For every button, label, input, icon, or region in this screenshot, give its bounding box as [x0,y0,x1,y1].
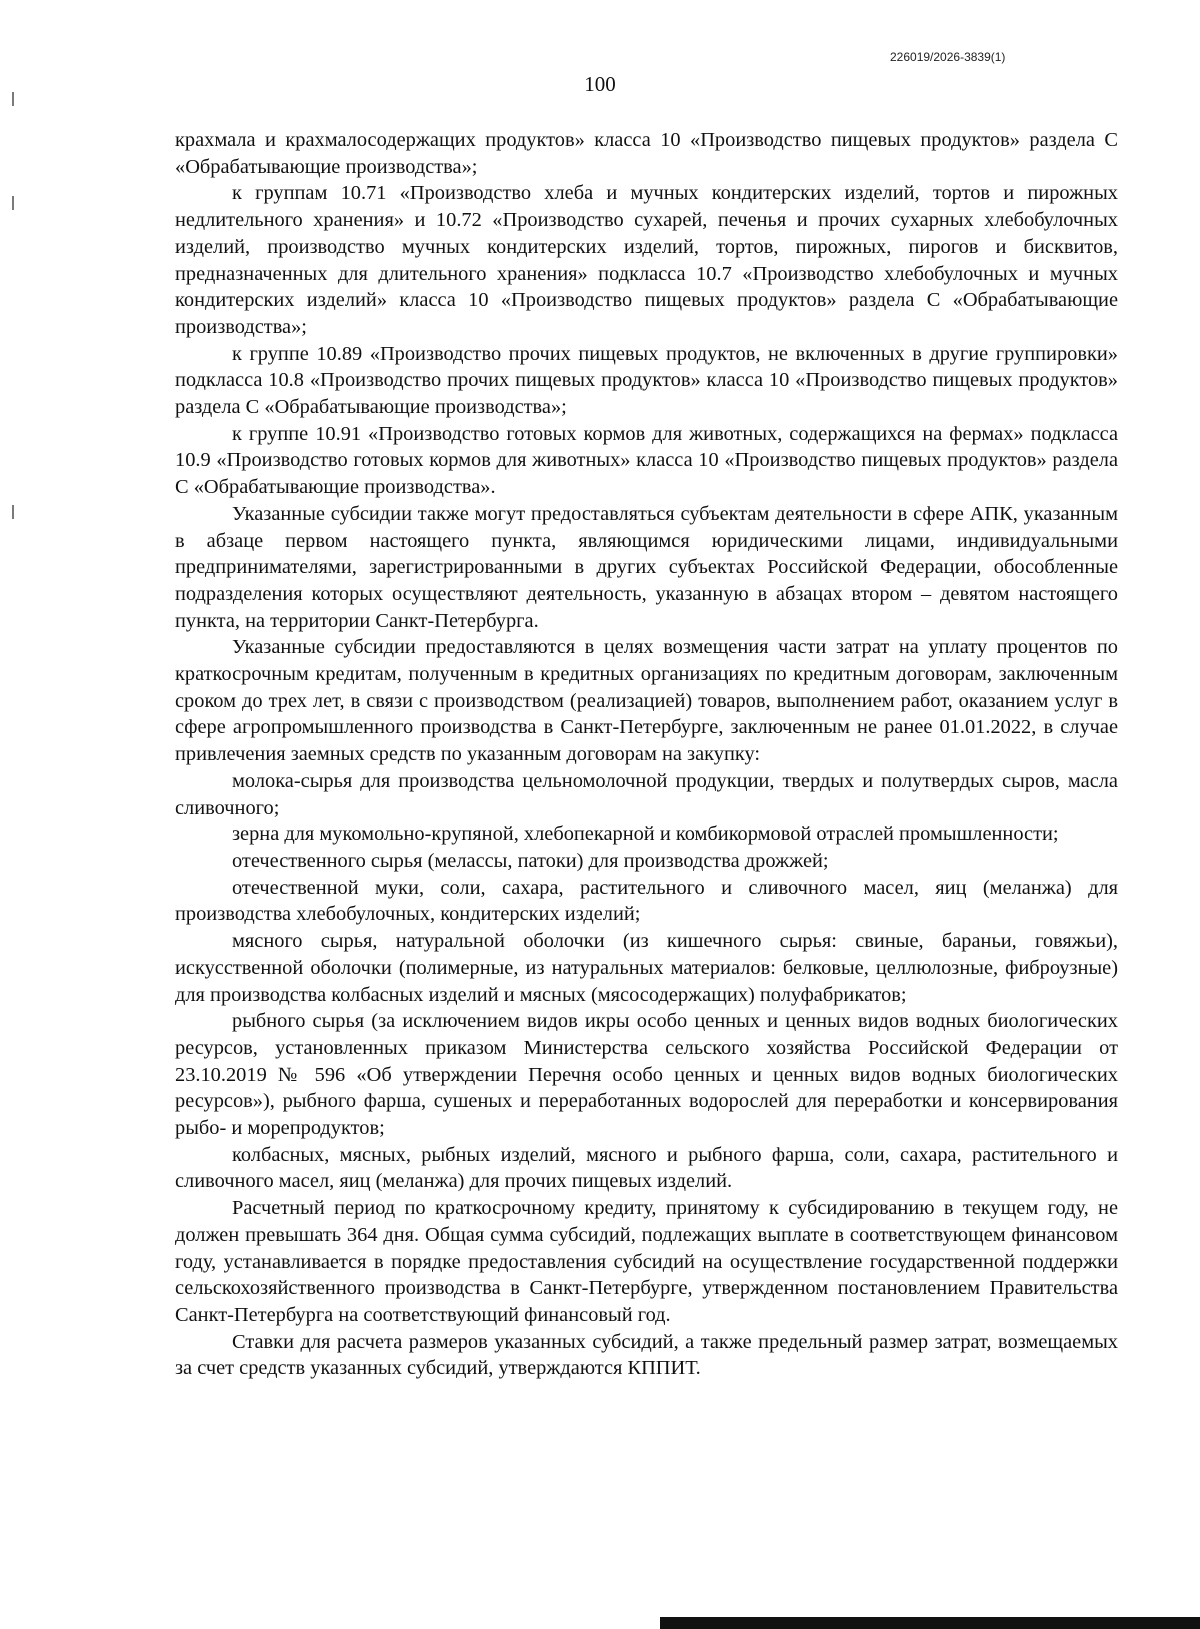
paragraph: отечественной муки, соли, сахара, растительного и сливочного масел, яиц (меланжа) для производства хлебобулочных, кондитерских изделий; [175,876,1118,926]
paragraph: крахмала и крахмалосодержащих продуктов» класса 10 «Производство пищевых продуктов» раздела С «Обрабатывающие производства»; [175,129,1118,178]
paragraph: к группе 10.89 «Производство прочих пищевых продуктов, не включенных в другие группировки» подкласса 10.8 «Производство прочих пищевых продуктов» класса 10 «Производство пищевых продуктов» раздела С «Обрабатывающие производства»; [175,342,1118,419]
paragraph: мясного сырья, натуральной оболочки (из кишечного сырья: свиные, бараньи, говяжьи), искусственной оболочки (полимерные, из натуральных материалов: белковые, целлюлозные, фиброузные) для производства колбасных изделий и мясных (мясосодержащих) полуфабрикатов; [175,930,1118,1006]
page-number: 100 [584,72,616,96]
paragraph: колбасных, мясных, рыбных изделий, мясного и рыбного фарша, соли, сахара, растительного и сливочного масел, яиц (меланжа) для прочих пищевых изделий. [175,1143,1118,1193]
paragraph: молока-сырья для производства цельномолочной продукции, твердых и полутвердых сыров, масла сливочного; [175,769,1118,819]
document-id: 226019/2026-3839(1) [890,50,1006,64]
paragraph: к группам 10.71 «Производство хлеба и мучных кондитерских изделий, тортов и пирожных недлительного хранения» и 10.72 «Производство сухарей, печенья и прочих сухарных хлебобулочных изделий, производство мучных кондитерских изделий, тортов, пирожных, пирогов и бисквитов, предназначенных для длительного хранения» подкласса 10.7 «Производство хлебобулочных и мучных кондитерских изделий» класса 10 «Производство пищевых продуктов» раздела С «Обрабатывающие производства»; [175,182,1118,338]
paragraph: Указанные субсидии предоставляются в целях возмещения части затрат на уплату процентов по краткосрочным кредитам, полученным в кредитных организациях по кредитным договорам, заключенным сроком до трех лет, в связи с производством (реализацией) товаров, выполнением работ, оказанием услуг в сфере агропромышленного производства в Санкт-Петербурге, заключенным не ранее 01.01.2022, в случае привлечения заемных средств по указанным договорам на закупку: [175,636,1118,766]
paragraph: Расчетный период по краткосрочному кредиту, принятому к субсидированию в текущем году, не должен превышать 364 дня. Общая сумма субсидий, подлежащих выплате в соответствующем финансовом году, устанавливается в порядке предоставления субсидий на осуществление государственной поддержки сельскохозяйственного производства в Санкт-Петербурге, утвержденном постановлением Правительства Санкт-Петербурга на соответствующий финансовый год. [175,1197,1118,1326]
paragraph: к группе 10.91 «Производство готовых кормов для животных, содержащихся на фермах» подкласса 10.9 «Производство готовых кормов для животных» класса 10 «Производство пищевых продуктов» раздела С «Обрабатывающие производства». [175,422,1118,499]
document-body [175,127,1118,1382]
paragraph: зерна для мукомольно-крупяной, хлебопекарной и комбикормовой отраслей промышленности; [232,823,1059,846]
paragraph: отечественного сырья (мелассы, патоки) для производства дрожжей; [232,849,829,872]
scan-edge-bar [660,1617,1200,1629]
scan-margin-mark [12,92,14,106]
scan-margin-mark [12,505,14,519]
paragraph: Ставки для расчета размеров указанных субсидий, а также предельный размер затрат, возмещаемых за счет средств указанных субсидий, утверждаются КППИТ. [175,1330,1118,1380]
paragraph: Указанные субсидии также могут предоставляться субъектам деятельности в сфере АПК, указанным в абзаце первом настоящего пункта, являющимся юридическими лицами, индивидуальными предпринимателями, зарегистрированными в других субъектах Российской Федерации, обособленные подразделения которых осуществляют деятельность, указанную в абзацах втором – девятом настоящего пункта, на территории Санкт-Петербурга. [175,502,1118,632]
scan-margin-mark [12,196,14,210]
paragraph: рыбного сырья (за исключением видов икры особо ценных и ценных видов водных биологических ресурсов, установленных приказом Министерства сельского хозяйства Российской Федерации от 23.10.2019 № 596 «Об утверждении Перечня особо ценных и ценных видов водных биологических ресурсов»), рыбного фарша, сушеных и переработанных водорослей для переработки и консервирования рыбо- и морепродуктов; [175,1010,1118,1140]
